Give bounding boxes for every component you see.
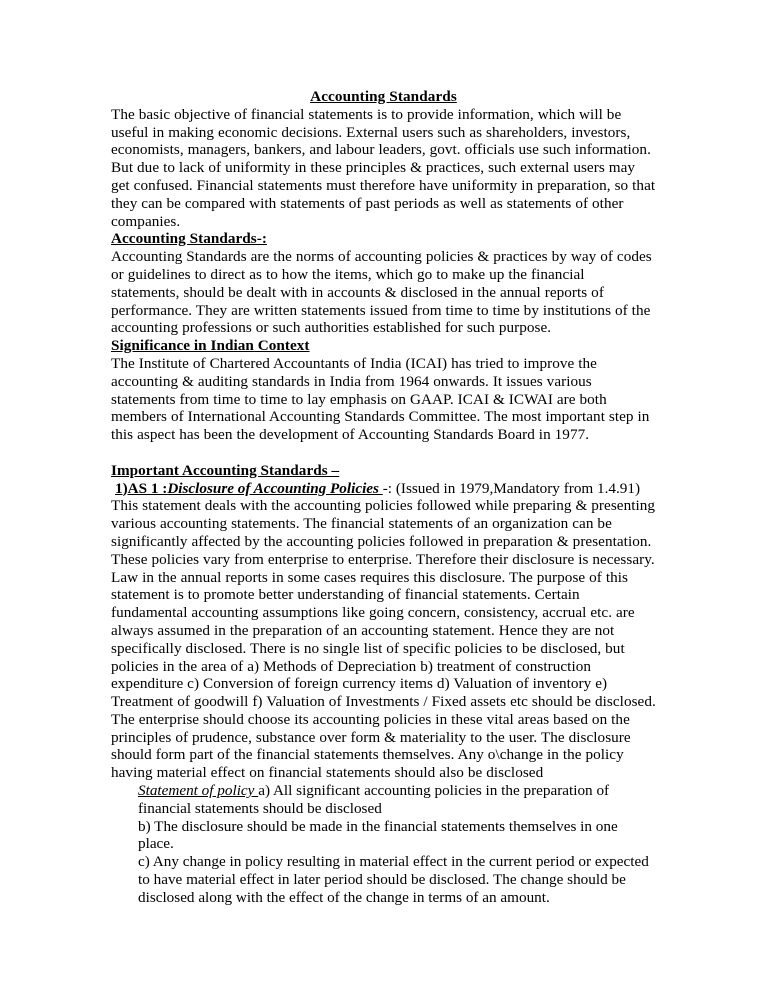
- document-body: [111, 88, 656, 907]
- statement-of-policy-item-a-text: a) All significant accounting policies in the preparation of financial statements should be disclosed: [138, 782, 610, 817]
- statement-of-policy-label: Statement of policy: [138, 782, 259, 800]
- standard-as1-body: This statement deals with the accounting policies followed while preparing & presenting various accounting statements. The financial statements of an organization can be significantly affected by the accounting policies followed in preparation & presentation. These policies vary from enterprise to enterprise. Therefore their disclosure is necessary. Law in the annual reports in some cases requires this disclosure. The purpose of this statement is to promote better understanding of financial statements. Certain fundamental accounting assumptions like going concern, consistency, accrual etc. are always assumed in the preparation of an accounting statement. Hence they are not specifically disclosed. There is no single list of specific policies to be disclosed, but policies in the area of a) Methods of Depreciation b) treatment of construction expenditure c) Conversion of foreign currency items d) Valuation of inventory e) Treatment of goodwill f) Valuation of Investments / Fixed assets etc should be disclosed. The enterprise should choose its accounting policies in these vital areas based on the principles of prudence, substance over form & materiality to the user. The disclosure should form part of the financial statements themselves. Any o\change in the policy having material effect on financial statements should also be disclosed: [111, 497, 656, 782]
- section-body-significance-indian-context: The Institute of Chartered Accountants of India (ICAI) has tried to improve the accounting & auditing standards in India from 1964 onwards. It issues various statements from time to time to lay emphasis on GAAP. ICAI & ICWAI are both members of International Accounting Standards Committee. The most important step in this aspect has been the development of Accounting Standards Board in 1977.: [111, 354, 650, 444]
- section-body-accounting-standards: Accounting Standards are the norms of accounting policies & practices by way of codes or guidelines to direct as to how the items, which go to make up the financial statements, should be dealt with in accounts & disclosed in the annual reports of performance. They are written statements issued from time to time by institutions of the accounting professions or such authorities established for such purpose.: [111, 248, 652, 337]
- section-heading-important-accounting-standards: Important Accounting Standards –: [111, 461, 340, 479]
- standard-as1-name: Disclosure of Accounting Policies: [167, 479, 383, 497]
- statement-of-policy-item-a: [138, 782, 656, 818]
- section-heading-accounting-standards: Accounting Standards-:: [111, 230, 267, 248]
- standard-as1-title-line: [111, 480, 656, 498]
- statement-of-policy-item-b: b) The disclosure should be made in the financial statements themselves in one place.: [138, 817, 618, 853]
- statement-of-policy-item-c: c) Any change in policy resulting in material effect in the current period or expected to have material effect in later period should be disclosed. The change should be disclosed along with the effect of the change in terms of an amount.: [138, 853, 649, 906]
- page-title: Accounting Standards: [310, 88, 457, 105]
- statement-of-policy-block: [111, 782, 656, 907]
- section-heading-significance-indian-context: Significance in Indian Context: [111, 337, 310, 355]
- standard-as1-meta: -: (Issued in 1979,Mandatory from 1.4.91): [382, 479, 641, 497]
- paragraph-spacer: [111, 444, 656, 462]
- intro-paragraph: The basic objective of financial statements is to provide information, which will be useful in making economic decisions. External users such as shareholders, investors, economists, managers, bankers, and labour leaders, govt. officials use such information. But due to lack of uniformity in these principles & practices, such external users may get confused. Financial statements must therefore have uniformity in preparation, so that they can be compared with statements of past periods as well as statements of other companies.: [111, 105, 656, 230]
- standard-as1-number: 1)AS 1 :: [115, 479, 168, 497]
